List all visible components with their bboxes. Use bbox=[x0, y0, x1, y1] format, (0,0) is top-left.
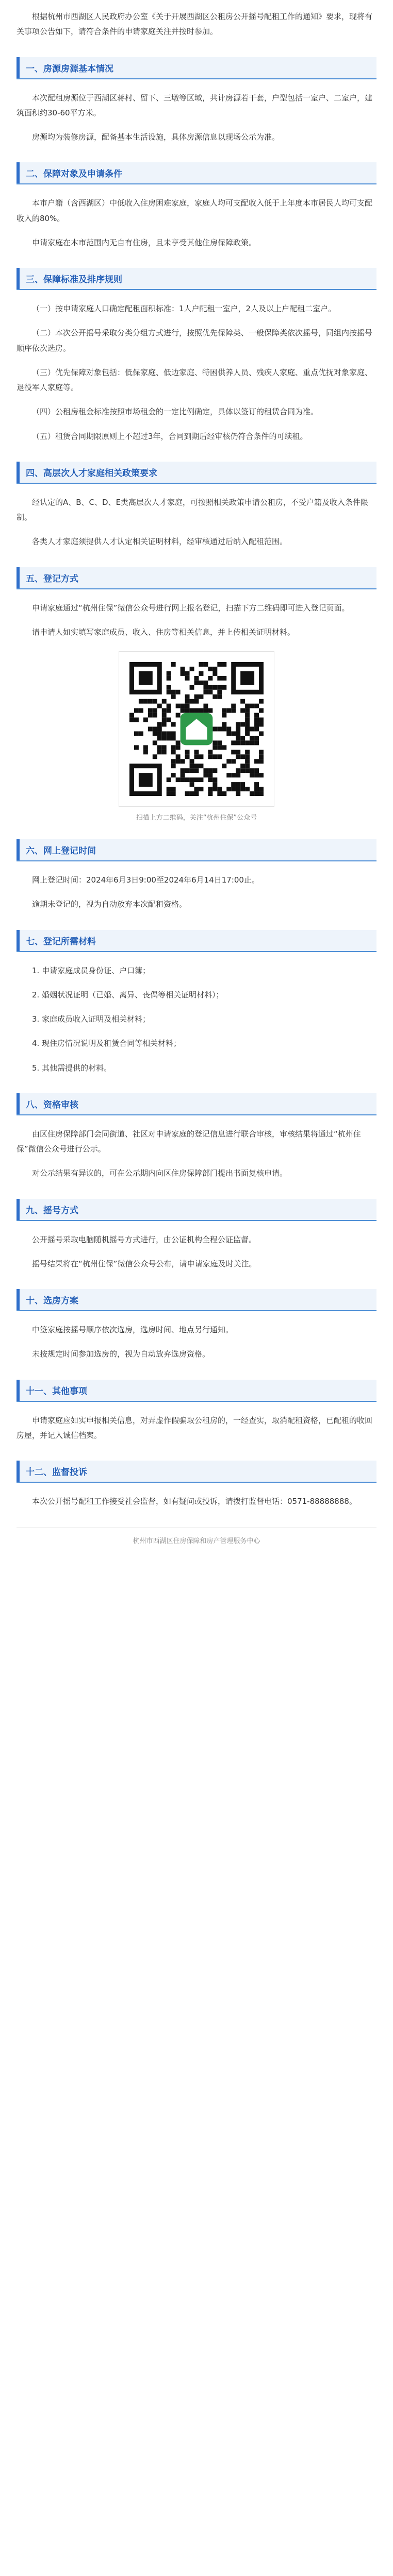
section-paragraph: 由区住房保障部门会同街道、社区对申请家庭的登记信息进行联合审核，审核结果将通过“杭州住保”微信公众号进行公示。 bbox=[17, 1129, 361, 1154]
section-title: 九、摇号方式 bbox=[26, 1205, 78, 1216]
section-paragraph: 请申请人如实填写家庭成员、收入、住房等相关信息，并上传相关证明材料。 bbox=[32, 627, 296, 637]
section-heading bbox=[17, 1093, 376, 1115]
section-title: 七、登记所需材料 bbox=[26, 936, 96, 947]
section-heading bbox=[17, 462, 376, 484]
section-title: 四、高层次人才家庭相关政策要求 bbox=[26, 468, 157, 479]
section-heading bbox=[17, 1461, 376, 1483]
section-paragraph: 摇号结果将在“杭州住保”微信公众号公布，请申请家庭及时关注。 bbox=[32, 1259, 257, 1268]
qr-caption: 扫描上方二维码，关注“杭州住保”公众号 bbox=[136, 814, 257, 822]
section-heading bbox=[17, 567, 376, 589]
qr-code-icon bbox=[129, 662, 264, 796]
section-heading bbox=[17, 1199, 376, 1221]
section-paragraph: 未按规定时间参加选房的，视为自动放弃选房资格。 bbox=[32, 1349, 210, 1359]
section-paragraph: 逾期未登记的，视为自动放弃本次配租资格。 bbox=[32, 900, 187, 909]
section-paragraph: 1. 申请家庭成员身份证、户口簿； bbox=[32, 965, 151, 975]
section-heading bbox=[17, 1380, 376, 1402]
section-title: 五、登记方式 bbox=[26, 573, 78, 584]
section-heading bbox=[17, 57, 376, 79]
qr-code-block bbox=[17, 651, 376, 822]
section-title: 三、保障标准及排序规则 bbox=[26, 275, 122, 285]
section-heading bbox=[17, 268, 376, 290]
section-paragraph: 各类人才家庭须提供人才认定相关证明材料，经审核通过后纳入配租范围。 bbox=[32, 537, 288, 547]
section-paragraph: 3. 家庭成员收入证明及相关材料； bbox=[32, 1014, 151, 1024]
section-title: 十二、监督投诉 bbox=[26, 1467, 87, 1478]
section-title: 十、选房方案 bbox=[26, 1296, 78, 1306]
section-heading bbox=[17, 839, 376, 861]
section-paragraph: 对公示结果有异议的，可在公示期内向区住房保障部门提出书面复核申请。 bbox=[32, 1168, 288, 1178]
section-paragraph: 中签家庭按摇号顺序依次选房，选房时间、地点另行通知。 bbox=[32, 1325, 234, 1334]
section-paragraph: （一）按申请家庭人口确定配租面积标准：1人户配租一室户，2人及以上户配租二室户。 bbox=[32, 304, 336, 313]
section-title: 六、网上登记时间 bbox=[26, 846, 96, 856]
section-paragraph: 申请家庭通过“杭州住保”微信公众号进行网上报名登记，扫描下方二维码即可进入登记页面。 bbox=[32, 603, 350, 613]
section-heading bbox=[17, 930, 376, 952]
section-paragraph: 申请家庭在本市范围内无自有住房，且未享受其他住房保障政策。 bbox=[32, 238, 257, 247]
section-paragraph: 本次配租房源位于西湖区蒋村、留下、三墩等区域，共计房源若干套，户型包括一室户、二室户，建筑面积约30-60平方米。 bbox=[17, 93, 373, 117]
section-paragraph: 申请家庭应如实申报相关信息，对弄虚作假骗取公租房的，一经查实，取消配租资格，已配租的收回房屋，并记入诚信档案。 bbox=[17, 1415, 373, 1440]
intro-paragraph: 根据杭州市西湖区人民政府办公室《关于开展西湖区公租房公开摇号配租工作的通知》要求，现将有关事项公告如下，请符合条件的申请家庭关注并按时参加。 bbox=[17, 12, 373, 37]
section-title: 二、保障对象及申请条件 bbox=[26, 169, 122, 180]
section-paragraph: （五）租赁合同期限原则上不超过3年，合同到期后经审核仍符合条件的可续租。 bbox=[32, 431, 308, 441]
section-paragraph: （三）优先保障对象包括：低保家庭、低边家庭、特困供养人员、残疾人家庭、重点优抚对象家庭、退役军人家庭等。 bbox=[17, 367, 373, 392]
section-heading bbox=[17, 1289, 376, 1311]
section-paragraph: 5. 其他需提供的材料。 bbox=[32, 1063, 112, 1073]
section-paragraph: 网上登记时间：2024年6月3日9:00至2024年6月14日17:00止。 bbox=[32, 875, 259, 885]
section-paragraph: 本次公开摇号配租工作接受社会监督，如有疑问或投诉，请拨打监督电话：0571-88888888。 bbox=[32, 1497, 357, 1506]
section-title: 一、房源房源基本情况 bbox=[26, 63, 113, 74]
section-heading bbox=[17, 162, 376, 184]
section-paragraph: （四）公租房租金标准按照市场租金的一定比例确定，具体以签订的租赁合同为准。 bbox=[32, 407, 319, 417]
section-paragraph: 本市户籍（含西湖区）中低收入住房困难家庭，家庭人均可支配收入低于上年度本市居民人均可支配收入的80%。 bbox=[17, 198, 373, 223]
footer-publisher: 杭州市西湖区住房保障和房产管理服务中心 bbox=[17, 1528, 376, 1545]
section-paragraph: 4. 现住房情况说明及租赁合同等相关材料； bbox=[32, 1039, 182, 1048]
qr-code-image bbox=[119, 651, 274, 807]
section-paragraph: （二）本次公开摇号采取分类分组方式进行，按照优先保障类、一般保障类依次摇号，同组内按摇号顺序依次选房。 bbox=[17, 328, 373, 353]
section-paragraph: 2. 婚姻状况证明（已婚、离异、丧偶等相关证明材料）； bbox=[32, 990, 224, 999]
section-paragraph: 经认定的A、B、C、D、E类高层次人才家庭，可按照相关政策申请公租房，不受户籍及收入条件限制。 bbox=[17, 497, 369, 522]
section-paragraph: 公开摇号采取电脑随机摇号方式进行，由公证机构全程公证监督。 bbox=[32, 1234, 257, 1244]
section-title: 十一、其他事项 bbox=[26, 1386, 87, 1397]
section-title: 八、资格审核 bbox=[26, 1099, 78, 1110]
section-paragraph: 房源均为装修房源，配备基本生活设施，具体房源信息以现场公示为准。 bbox=[32, 132, 280, 142]
